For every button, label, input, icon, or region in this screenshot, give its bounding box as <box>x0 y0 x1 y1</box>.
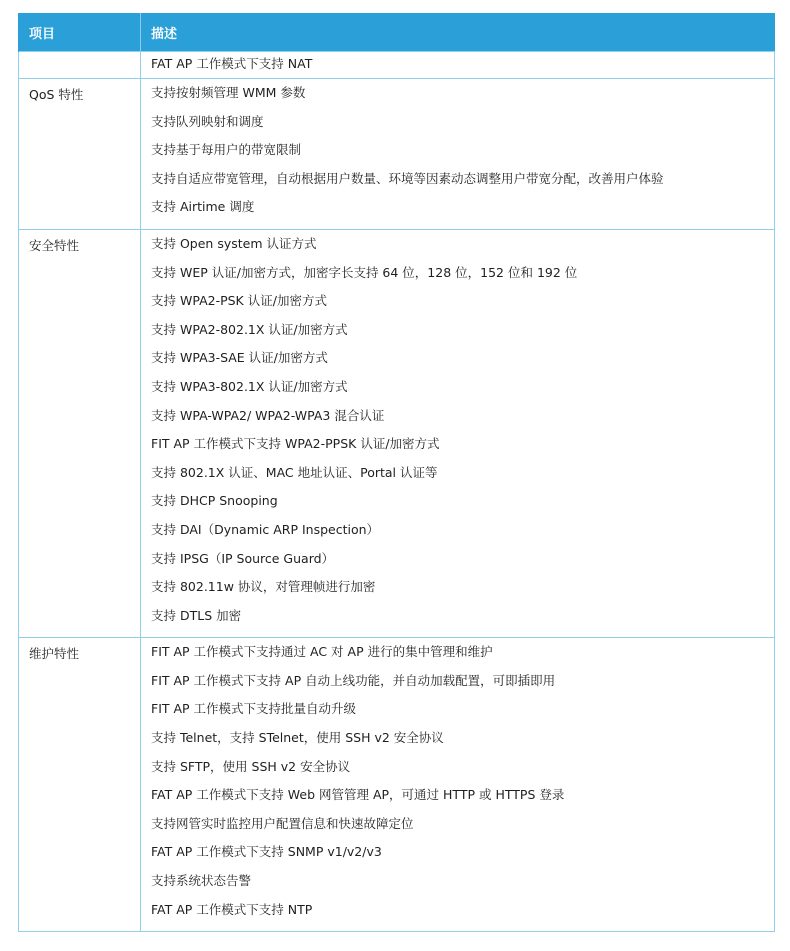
description-item: 支持 Airtime 调度 <box>151 199 255 215</box>
description-list <box>151 638 764 931</box>
table-row <box>19 52 775 79</box>
description-item: FAT AP 工作模式下支持 NAT <box>151 56 313 71</box>
description-item: 支持自适应带宽管理，自动根据用户数量、环境等因素动态调整用户带宽分配，改善用户体验 <box>151 170 664 186</box>
description-item: 支持 DHCP Snooping <box>151 493 278 509</box>
description-item: FIT AP 工作模式下支持 AP 自动上线功能，并自动加载配置，可即插即用 <box>151 672 556 688</box>
description-item: 支持队列映射和调度 <box>151 113 264 129</box>
category-cell: 安全特性 <box>19 229 141 637</box>
table-header-row <box>19 13 775 52</box>
description-item: FIT AP 工作模式下支持 WPA2-PPSK 认证/加密方式 <box>151 436 440 452</box>
header-description: 描述 <box>141 13 775 52</box>
description-item: FAT AP 工作模式下支持 SNMP v1/v2/v3 <box>151 844 382 860</box>
description-item: 支持 WEP 认证/加密方式，加密字长支持 64 位，128 位，152 位和 192 位 <box>151 264 578 280</box>
description-item: 支持 DAI（Dynamic ARP Inspection） <box>151 521 380 537</box>
description-item: 支持按射频管理 WMM 参数 <box>151 85 306 100</box>
description-item: 支持 WPA-WPA2/ WPA2-WPA3 混合认证 <box>151 407 385 423</box>
table-body <box>19 52 775 932</box>
description-item: 支持 SFTP，使用 SSH v2 安全协议 <box>151 758 351 774</box>
description-list <box>151 79 764 229</box>
description-item: 支持 WPA3-802.1X 认证/加密方式 <box>151 378 348 394</box>
header-item: 项目 <box>19 13 141 52</box>
description-item: 支持 Open system 认证方式 <box>151 235 317 251</box>
description-item: FAT AP 工作模式下支持 NTP <box>151 901 313 917</box>
description-item: 支持基于每用户的带宽限制 <box>151 142 302 158</box>
description-cell <box>141 229 775 637</box>
description-item: 支持 802.11w 协议，对管理帧进行加密 <box>151 579 376 595</box>
category-cell <box>19 52 141 79</box>
spec-table <box>18 13 775 932</box>
category-cell: QoS 特性 <box>19 79 141 230</box>
table-row <box>19 229 775 637</box>
description-item: 支持 DTLS 加密 <box>151 607 242 623</box>
description-item: 支持 802.1X 认证、MAC 地址认证、Portal 认证等 <box>151 464 438 480</box>
description-item: FIT AP 工作模式下支持通过 AC 对 AP 进行的集中管理和维护 <box>151 644 493 660</box>
description-item: FIT AP 工作模式下支持批量自动升级 <box>151 701 357 717</box>
table-row <box>19 79 775 230</box>
description-list <box>151 230 764 637</box>
description-item: 支持 WPA3-SAE 认证/加密方式 <box>151 350 328 366</box>
description-item: 支持网管实时监控用户配置信息和快速故障定位 <box>151 815 414 831</box>
description-item: FAT AP 工作模式下支持 Web 网管管理 AP，可通过 HTTP 或 HTTPS 登录 <box>151 787 565 803</box>
table-row <box>19 638 775 932</box>
description-item: 支持 IPSG（IP Source Guard） <box>151 550 335 566</box>
description-item: 支持系统状态告警 <box>151 873 252 889</box>
description-item: 支持 WPA2-PSK 认证/加密方式 <box>151 293 327 309</box>
description-cell <box>141 79 775 230</box>
description-cell <box>141 52 775 79</box>
description-list <box>151 52 764 78</box>
category-cell: 维护特性 <box>19 638 141 932</box>
description-cell <box>141 638 775 932</box>
description-item: 支持 Telnet，支持 STelnet，使用 SSH v2 安全协议 <box>151 730 444 746</box>
description-item: 支持 WPA2-802.1X 认证/加密方式 <box>151 321 348 337</box>
